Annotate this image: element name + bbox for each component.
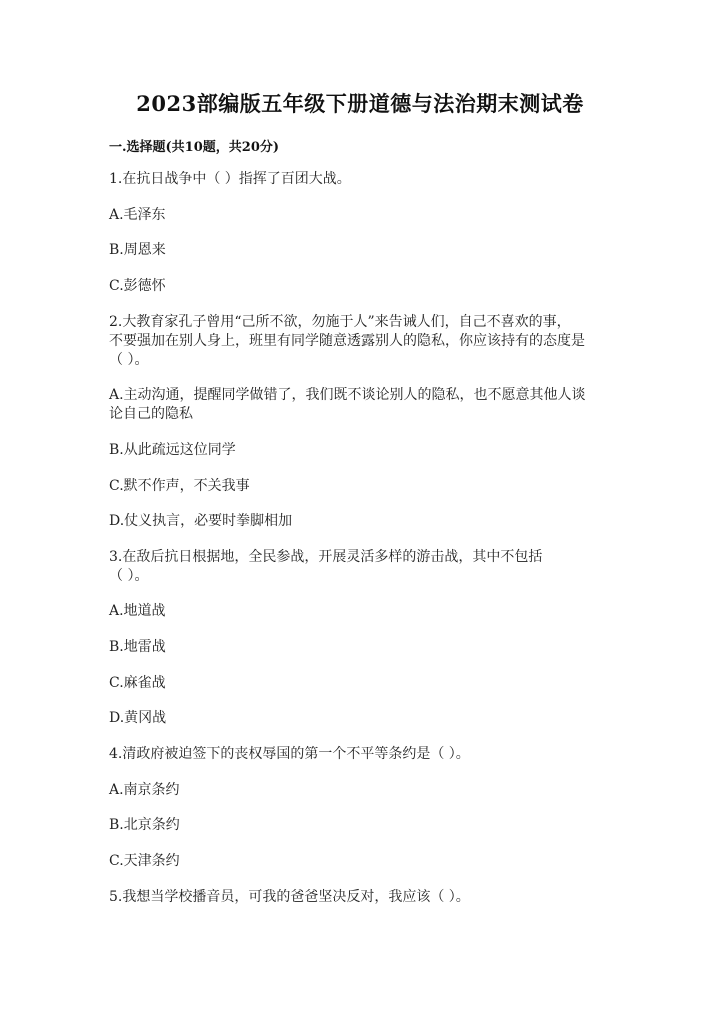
question-4-option-c: C.天津条约 [109, 853, 180, 869]
question-1-stem: 1.在抗日战争中（ ）指挥了百团大战。 [109, 171, 351, 187]
question-4-option-b: B.北京条约 [109, 817, 180, 833]
question-3-stem-line-2: （ ）。 [109, 568, 149, 584]
question-2-stem-line-1: 2.大教育家孔子曾用“己所不欲，勿施于人”来告诫人们，自己不喜欢的事， [109, 314, 571, 330]
question-5-stem: 5.我想当学校播音员，可我的爸爸坚决反对，我应该（ ）。 [109, 889, 470, 905]
question-2-option-a-line-1: A.主动沟通，提醒同学做错了，我们既不谈论别人的隐私，也不愿意其他人谈 [109, 387, 586, 403]
question-2-option-d: D.仗义执言，必要时拳脚相加 [109, 513, 293, 529]
question-2-option-a-line-2: 论自己的隐私 [109, 406, 193, 422]
question-3-option-d: D.黄冈战 [109, 710, 167, 726]
question-2-option-c: C.默不作声，不关我事 [109, 478, 250, 494]
question-2-option-b: B.从此疏远这位同学 [109, 442, 236, 458]
question-3-stem-line-1: 3.在敌后抗日根据地，全民参战，开展灵活多样的游击战，其中不包括 [109, 549, 543, 565]
question-1-option-a: A.毛泽东 [109, 207, 166, 223]
question-3-option-b: B.地雷战 [109, 639, 166, 655]
section-heading: 一.选择题(共10题，共20分) [109, 140, 280, 155]
question-2-stem-line-2: 不要强加在别人身上，班里有同学随意透露别人的隐私，你应该持有的态度是 [109, 333, 585, 349]
question-1-option-c: C.彭德怀 [109, 278, 166, 294]
question-4-option-a: A.南京条约 [109, 782, 180, 798]
question-3-option-c: C.麻雀战 [109, 675, 166, 691]
exam-title: 2023部编版五年级下册道德与法治期末测试卷 [136, 91, 584, 116]
question-4-stem: 4.清政府被迫签下的丧权辱国的第一个不平等条约是（ ）。 [109, 746, 470, 762]
question-3-option-a: A.地道战 [109, 603, 166, 619]
question-2-stem-line-3: （ ）。 [109, 352, 149, 368]
question-1-option-b: B.周恩来 [109, 242, 166, 258]
